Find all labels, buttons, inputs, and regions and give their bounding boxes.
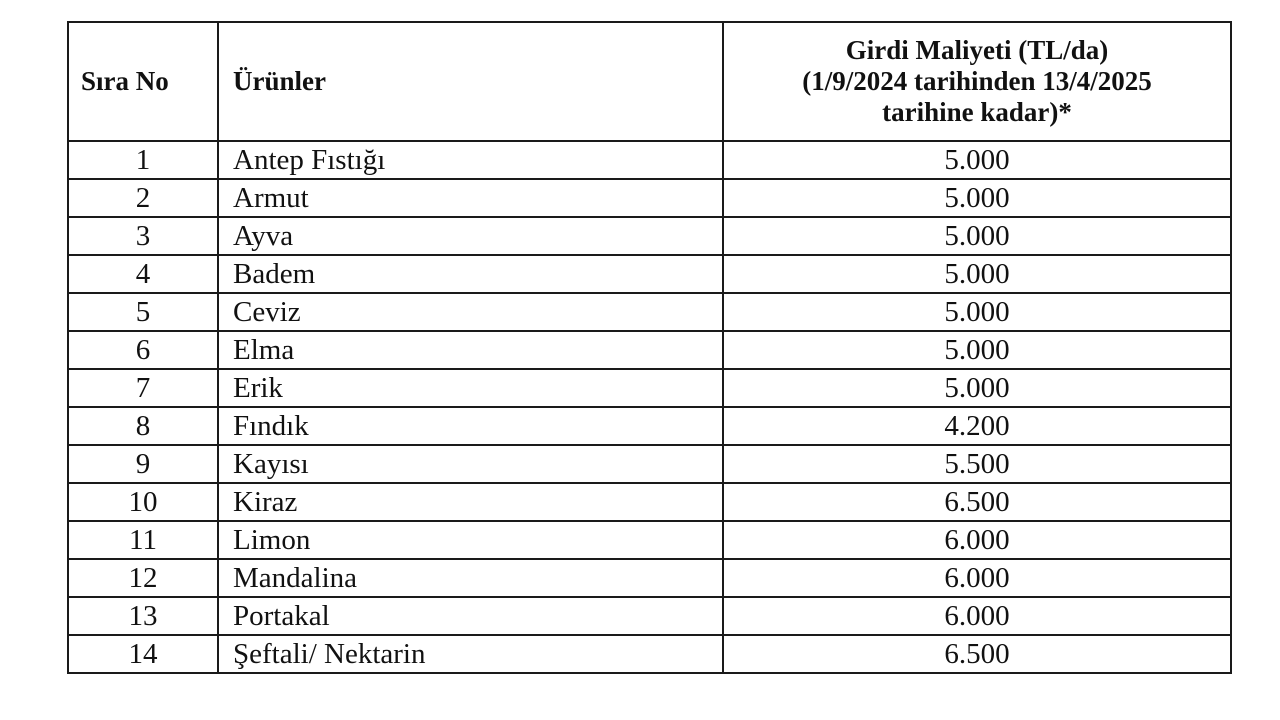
input-cost: 5.000 (723, 331, 1231, 369)
input-cost: 5.500 (723, 445, 1231, 483)
header-cost-line-2: (1/9/2024 tarihinden 13/4/2025 (802, 66, 1152, 96)
row-number: 1 (68, 141, 218, 179)
row-number: 8 (68, 407, 218, 445)
row-number: 9 (68, 445, 218, 483)
table-row (68, 407, 1231, 445)
input-cost: 5.000 (723, 293, 1231, 331)
table-row (68, 331, 1231, 369)
table-row (68, 559, 1231, 597)
table-body (68, 141, 1231, 673)
table-row (68, 293, 1231, 331)
cost-table (67, 21, 1232, 674)
row-number: 13 (68, 597, 218, 635)
header-cost-line-1: Girdi Maliyeti (TL/da) (845, 35, 1109, 65)
input-cost: 5.000 (723, 141, 1231, 179)
table-row (68, 445, 1231, 483)
row-number: 7 (68, 369, 218, 407)
table-row (68, 217, 1231, 255)
input-cost: 6.500 (723, 635, 1231, 673)
product-name: Limon (218, 521, 723, 559)
product-name: Şeftali/ Nektarin (218, 635, 723, 673)
product-name: Ayva (218, 217, 723, 255)
input-cost: 5.000 (723, 255, 1231, 293)
table-row (68, 369, 1231, 407)
product-name: Portakal (218, 597, 723, 635)
row-number: 5 (68, 293, 218, 331)
table-row (68, 255, 1231, 293)
table-header (68, 22, 1231, 141)
row-number: 14 (68, 635, 218, 673)
table-row (68, 635, 1231, 673)
table-row (68, 521, 1231, 559)
row-number: 3 (68, 217, 218, 255)
product-name: Mandalina (218, 559, 723, 597)
input-cost: 6.000 (723, 521, 1231, 559)
header-girdi-maliyeti (723, 22, 1231, 141)
row-number: 10 (68, 483, 218, 521)
header-row (68, 22, 1231, 141)
input-cost: 6.500 (723, 483, 1231, 521)
row-number: 4 (68, 255, 218, 293)
header-urunler: Ürünler (218, 22, 723, 141)
product-name: Badem (218, 255, 723, 293)
product-name: Fındık (218, 407, 723, 445)
input-cost: 5.000 (723, 179, 1231, 217)
row-number: 12 (68, 559, 218, 597)
table-row (68, 483, 1231, 521)
input-cost: 4.200 (723, 407, 1231, 445)
header-cost-line-3: tarihine kadar)* (882, 97, 1072, 127)
product-name: Ceviz (218, 293, 723, 331)
product-name: Antep Fıstığı (218, 141, 723, 179)
product-name: Elma (218, 331, 723, 369)
product-name: Kiraz (218, 483, 723, 521)
input-cost: 6.000 (723, 597, 1231, 635)
row-number: 11 (68, 521, 218, 559)
input-cost: 6.000 (723, 559, 1231, 597)
table-row (68, 179, 1231, 217)
input-cost: 5.000 (723, 217, 1231, 255)
header-sira-no: Sıra No (68, 22, 218, 141)
product-name: Erik (218, 369, 723, 407)
input-cost: 5.000 (723, 369, 1231, 407)
table-row (68, 141, 1231, 179)
row-number: 2 (68, 179, 218, 217)
table-row (68, 597, 1231, 635)
product-name: Kayısı (218, 445, 723, 483)
product-name: Armut (218, 179, 723, 217)
row-number: 6 (68, 331, 218, 369)
